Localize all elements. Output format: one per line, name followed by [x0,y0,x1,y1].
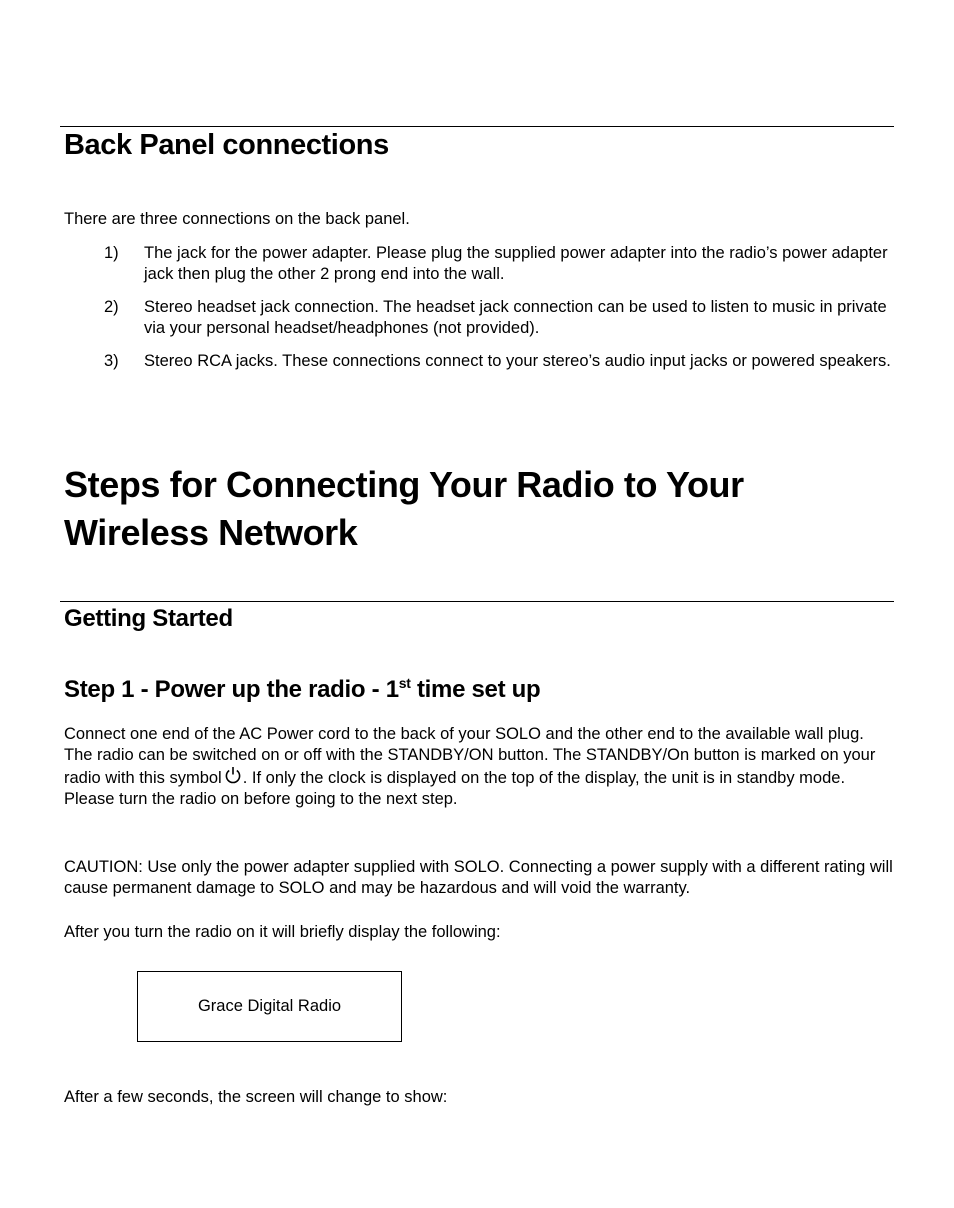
radio-display-box [137,971,402,1042]
list-text: Stereo headset jack connection. The headset jack connection can be used to listen to music in private via your personal headset/headphones (not provided). [144,298,887,337]
section-heading-back-panel: Back Panel connections [64,129,389,161]
caution-text: : Use only the power adapter supplied with SOLO. Connecting a power supply with a different rating will cause permanent damage to SOLO and may be hazardous and will void the warranty. [64,858,893,897]
after-seconds-text: After a few seconds, the screen will change to show: [64,1088,448,1106]
section-heading-steps: Steps for Connecting Your Radio to Your Wireless Network [64,464,744,553]
after-on-text: After you turn the radio on it will briefly display the following: [64,923,501,941]
step1-paragraph [64,724,894,810]
step1-para-before: Connect one end of the AC Power cord to the back of your SOLO and the other end to the available wall plug. The radio can be switched on or off with the STANDBY/ON button. The STANDBY/On button is marked on your radio with this symbol [64,725,876,787]
step1-heading-sup: st [398,675,411,691]
top-rule [60,126,894,127]
list-text: Stereo RCA jacks. These connections connect to your stereo’s audio input jacks or powered speakers. [144,352,891,370]
power-icon [223,766,243,784]
caution-label: CAUTION [64,858,139,876]
list-number: 2) [104,298,119,316]
list-text: The jack for the power adapter. Please plug the supplied power adapter into the radio’s power adapter jack then plug the other 2 prong end into the wall. [144,244,888,283]
radio-display-text: Grace Digital Radio [197,997,342,1015]
middle-rule [60,601,894,602]
section-heading-getting-started: Getting Started [64,605,233,632]
step1-heading-suffix: time set up [410,676,541,703]
section-heading-step1 [64,676,540,704]
step1-heading-prefix: Step 1 - Power up the radio - 1 [64,676,399,703]
back-panel-intro: There are three connections on the back panel. [64,210,410,228]
step1-para-after: . If only the clock is displayed on the top of the display, the unit is in standby mode. Please turn the radio on before going to the next step. [64,769,846,808]
list-number: 3) [104,352,119,370]
list-number: 1) [104,244,119,262]
caution-paragraph [64,857,894,899]
